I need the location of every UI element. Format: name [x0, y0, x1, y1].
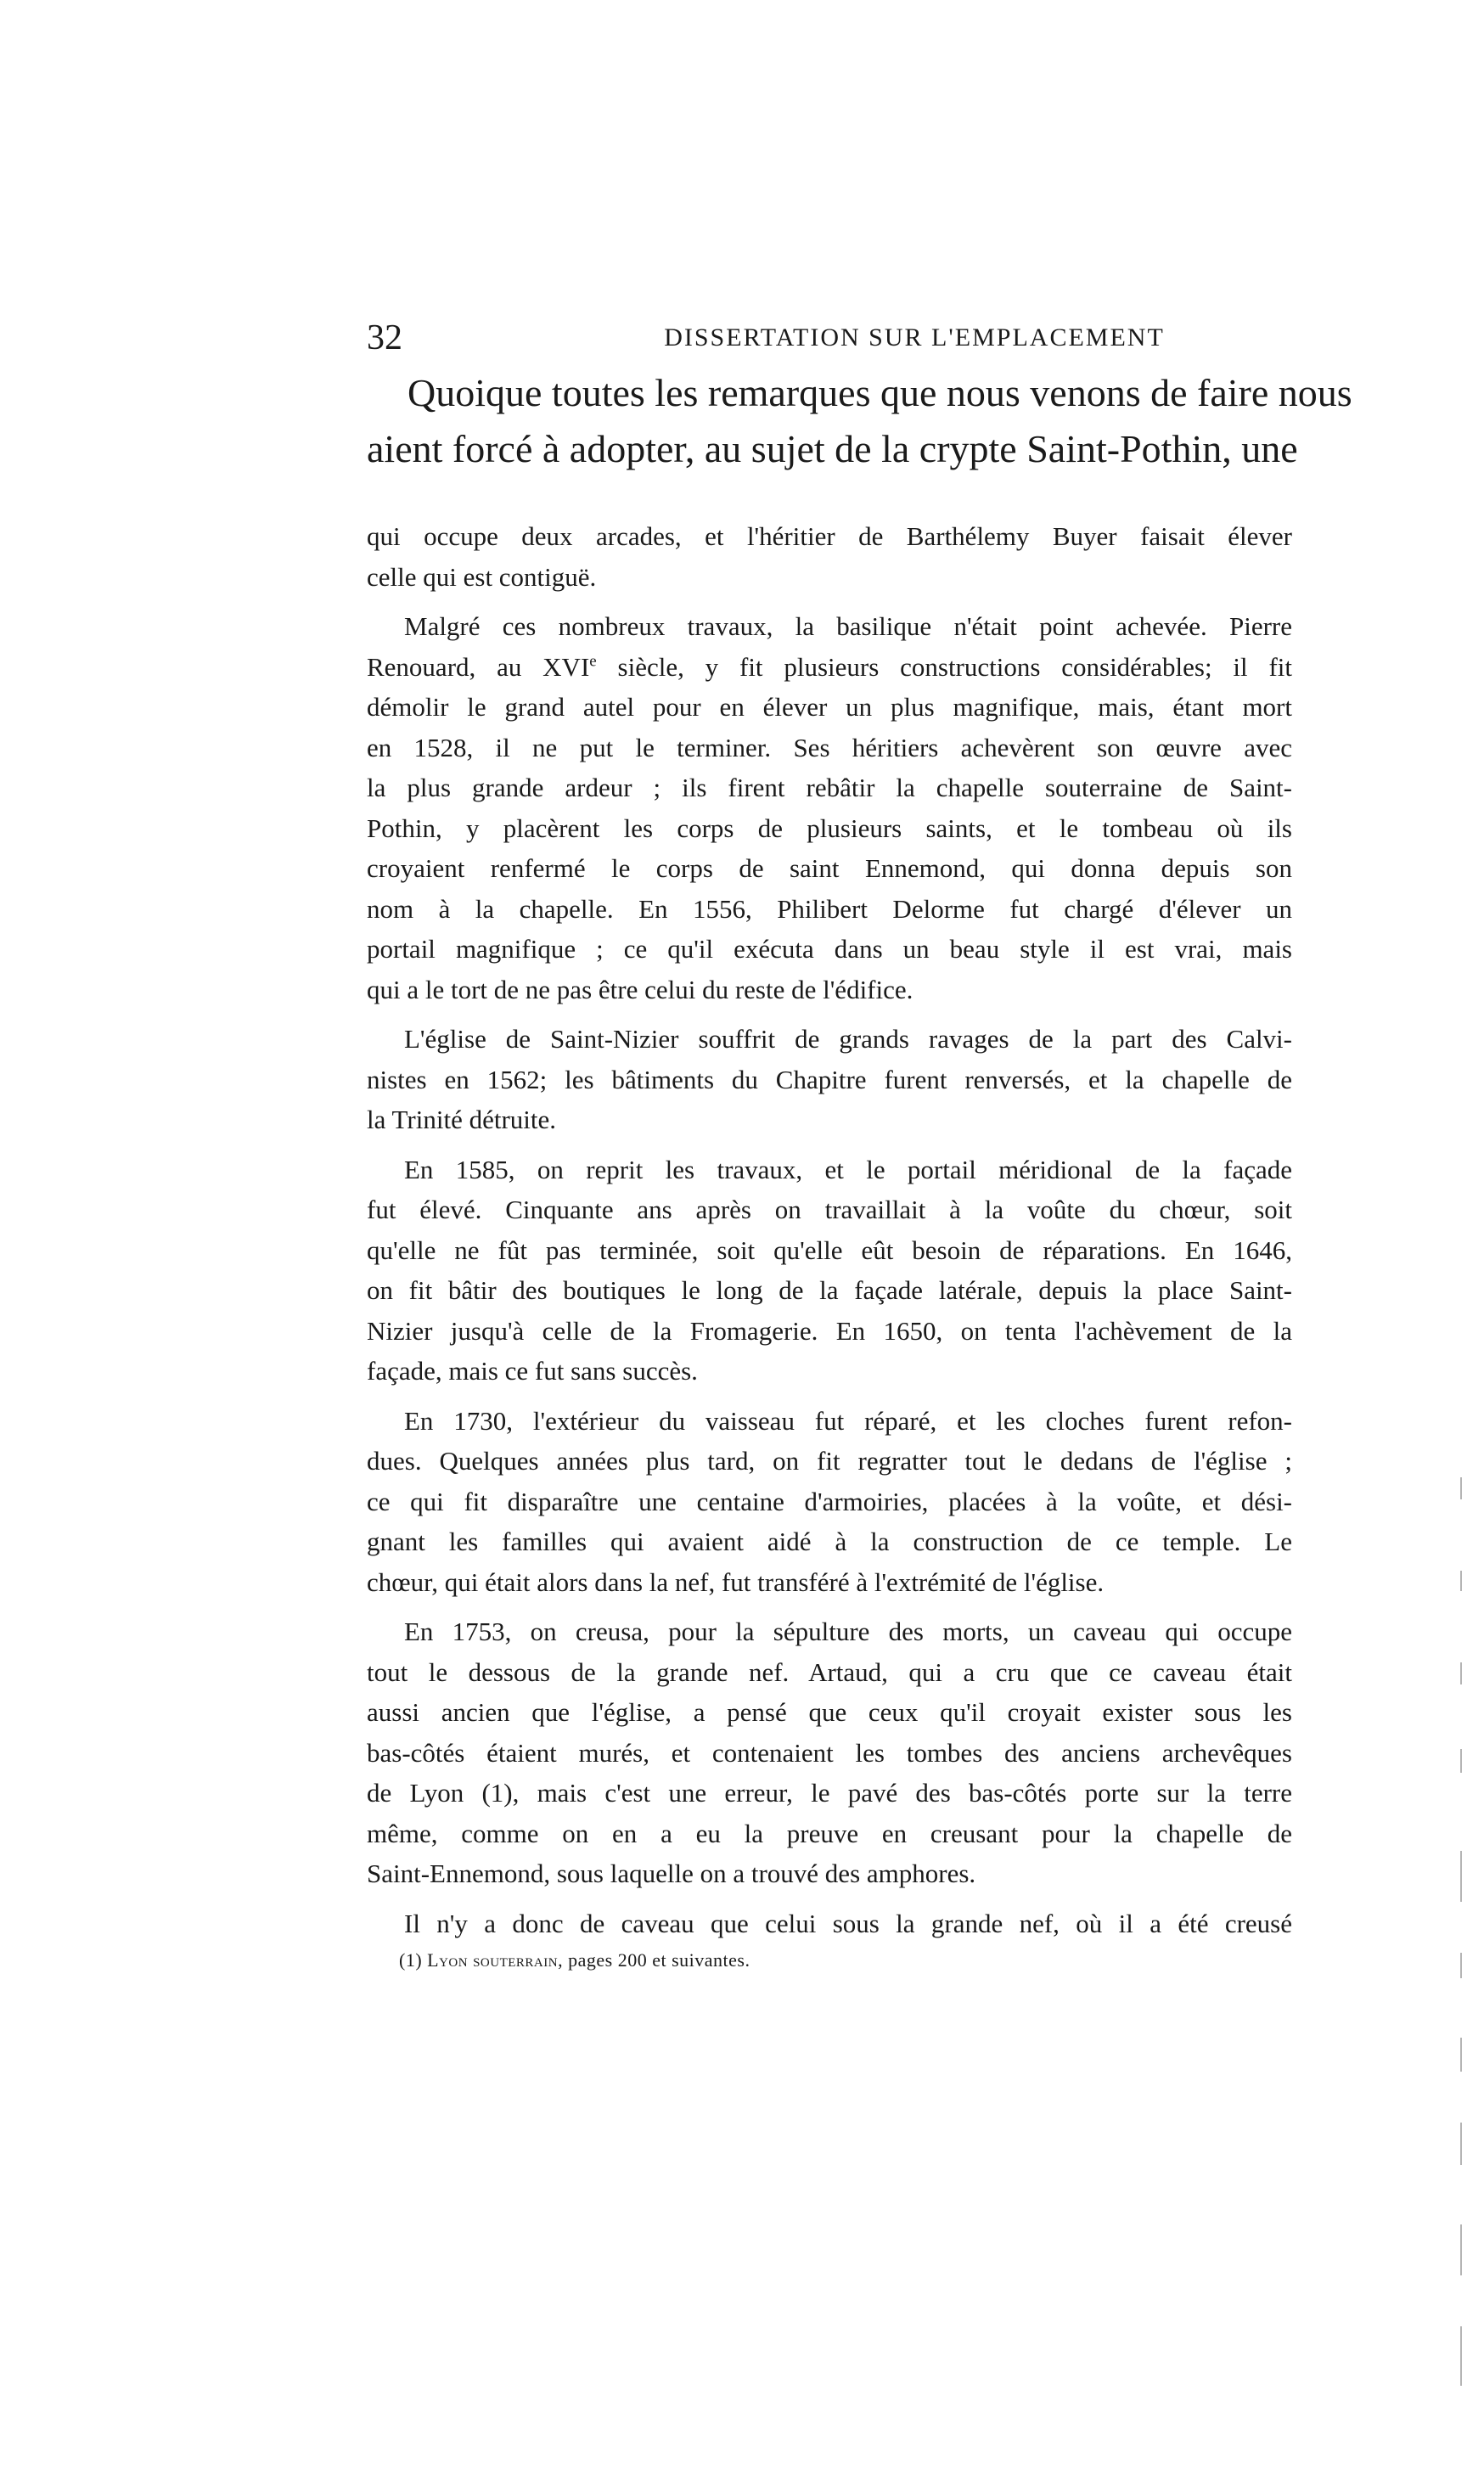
intro-line: Quoique toutes les remarques que nous venons de faire nous [408, 371, 1352, 414]
text-line: on fit bâtir des boutiques le long de la façade latérale, depuis la place Saint- [367, 1275, 1292, 1305]
text-line: dues. Quelques années plus tard, on fit regratter tout le dedans de l'église ; [367, 1446, 1292, 1476]
superscript: e [589, 652, 597, 671]
paragraph [367, 1904, 1292, 1944]
scan-edge-marks [1460, 1477, 1465, 2445]
text-line: L'église de Saint-Nizier souffrit de grands ravages de la part des Calvi- [404, 1024, 1292, 1054]
text-line: démolir le grand autel pour en élever un plus magnifique, mais, étant mort [367, 692, 1292, 722]
text-line: même, comme on en a eu la preuve en creusant pour la chapelle de [367, 1818, 1292, 1848]
text-line: En 1585, on reprit les travaux, et le portail méridional de la façade [404, 1154, 1292, 1184]
text-line: nistes en 1562; les bâtiments du Chapitre furent renversés, et la chapelle de [367, 1064, 1292, 1094]
text-line: Nizier jusqu'à celle de la Fromagerie. En 1650, on tenta l'achèvement de la [367, 1315, 1292, 1346]
text-line: nom à la chapelle. En 1556, Philibert Delorme fut chargé d'élever un [367, 893, 1292, 924]
page-number: 32 [367, 318, 402, 357]
intro-text [367, 365, 1352, 477]
text-line: En 1730, l'extérieur du vaisseau fut réparé, et les cloches furent refon- [404, 1405, 1292, 1436]
text-line: de Lyon (1), mais c'est une erreur, le pavé des bas-côtés porte sur la terre [367, 1778, 1292, 1808]
paragraph [367, 1019, 1292, 1140]
text-line: celle qui est contiguë. [367, 561, 597, 592]
text-line: ce qui fit disparaître une centaine d'armoiries, placées à la voûte, et dési- [367, 1486, 1292, 1516]
text-line: Saint-Ennemond, sous laquelle on a trouvé des amphores. [367, 1859, 976, 1888]
text-line: qu'elle ne fût pas terminée, soit qu'elle eût besoin de réparations. En 1646, [367, 1234, 1292, 1265]
text-line: Il n'y a donc de caveau que celui sous la grande nef, où il a été creusé [404, 1908, 1292, 1938]
text-line: en 1528, il ne put le terminer. Ses héritiers achevèrent son œuvre avec [367, 732, 1292, 762]
paragraph [367, 1150, 1292, 1392]
text-line: chœur, qui était alors dans la nef, fut transféré à l'extrémité de l'église. [367, 1566, 1105, 1597]
text-line: qui occupe deux arcades, et l'héritier de Barthélemy Buyer faisait élever [367, 521, 1292, 551]
footnote-source: Lyon souterrain [427, 1949, 559, 1971]
text-line: la plus grande ardeur ; ils firent rebâtir la chapelle souterraine de Saint- [367, 773, 1292, 802]
text-line: Pothin, y placèrent les corps de plusieurs saints, et le tombeau où ils [367, 813, 1292, 843]
text-fragment: Renouard, au XVI [367, 651, 590, 682]
text-line: qui a le tort de ne pas être celui du reste de l'édifice. [367, 974, 913, 1004]
footnote-marker: (1) [399, 1949, 423, 1971]
paragraph [367, 1611, 1292, 1894]
text-line: façade, mais ce fut sans succès. [367, 1356, 698, 1386]
text-line: bas-côtés étaient murés, et contenaient les tombes des anciens archevêques [367, 1737, 1292, 1768]
text-line: croyaient renfermé le corps de saint Ennemond, qui donna depuis son [367, 853, 1292, 883]
paragraph [367, 516, 1292, 597]
running-head: DISSERTATION SUR L'EMPLACEMENT [664, 323, 1165, 351]
paragraph [367, 1401, 1292, 1603]
text-line: Malgré ces nombreux travaux, la basilique n'était point achevée. Pierre [404, 611, 1292, 641]
text-line: portail magnifique ; ce qu'il exécuta dans un beau style il est vrai, mais [367, 934, 1292, 964]
footnote [399, 1946, 1292, 1975]
paragraph [367, 606, 1292, 1009]
text-line: tout le dessous de la grande nef. Artaud, qui a cru que ce caveau était [367, 1656, 1292, 1687]
text-line: En 1753, on creusa, pour la sépulture des morts, un caveau qui occupe [404, 1617, 1292, 1646]
text-line [367, 647, 1292, 688]
text-fragment: siècle, y fit plusieurs constructions considérables; il fit [596, 651, 1292, 682]
text-line: gnant les familles qui avaient aidé à la construction de ce temple. Le [367, 1527, 1292, 1556]
page-header [367, 312, 1292, 363]
text-line: fut élevé. Cinquante ans après on travaillait à la voûte du chœur, soit [367, 1195, 1292, 1224]
body-text [367, 516, 1292, 1953]
text-line: la Trinité détruite. [367, 1105, 557, 1134]
footnote-text: , pages 200 et suivantes. [558, 1949, 750, 1971]
intro-line: aient forcé à adopter, au sujet de la crypte Saint-Pothin, une [367, 427, 1298, 470]
text-line: aussi ancien que l'église, a pensé que ceux qu'il croyait exister sous les [367, 1697, 1292, 1727]
